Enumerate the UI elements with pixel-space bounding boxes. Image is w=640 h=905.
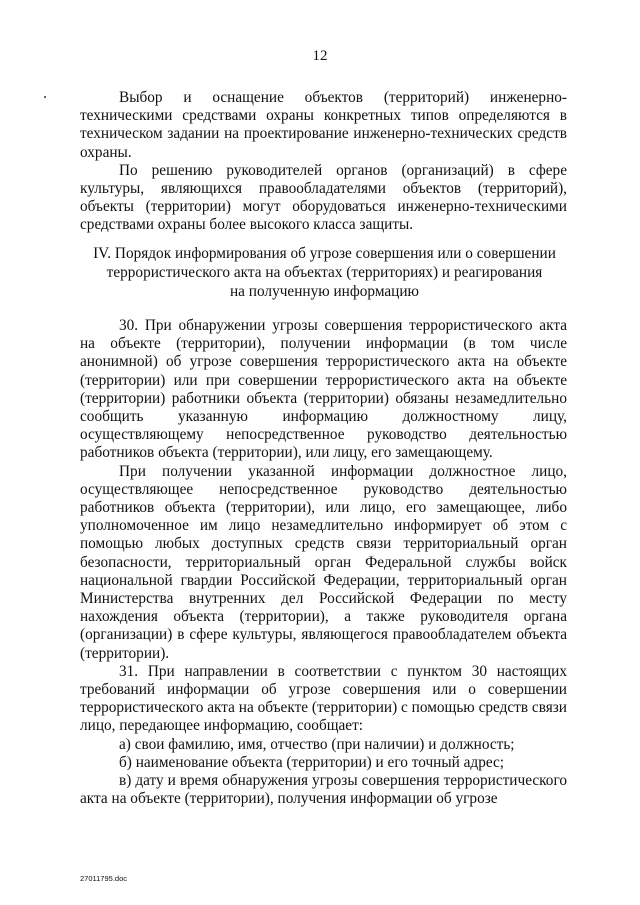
heading-line: на полученную информацию: [230, 283, 419, 300]
margin-mark: [44, 96, 46, 98]
top-text-block: [80, 89, 567, 235]
list-item-a: а) свои фамилию, имя, отчество (при наличии) и должность;: [119, 735, 515, 753]
paragraph: При получении указанной информации должностное лицо, осуществляющее непосредственное руководство деятельностью работников объекта (территории), или лицо, его замещающее, либо уполномоченное им лицо незамедлительно информирует об этом с помощью любых доступных средств связи территориальный орган безопасности, территориальный орган Федеральной службы войск национальной гвардии Российской Федерации, территориальный орган Министерства внутренних дел Российской Федерации по месту нахождения объекта (территории), а также руководителя органа (организации) в сфере культуры, являющегося правообладателем объекта (территории).: [80, 462, 567, 662]
page-number: 12: [312, 48, 328, 64]
paragraph: По решению руководителей органов (организаций) в сфере культуры, являющихся правообладателями объектов (территорий), объекты (территории) могут оборудоваться инженерно-техническими средствами охраны более высокого класса защиты.: [80, 161, 567, 234]
paragraph-31: 31. При направлении в соответствии с пунктом 30 настоящих требований информации об угрозе совершения или о совершении террористического акта на объекте (территории) с помощью средств связи лицо, передающее информацию, сообщает:: [80, 662, 567, 735]
paragraph-30: 30. При обнаружении угрозы совершения террористического акта на объекте (территории), получении информации (в том числе анонимной) об угрозе совершения террористического акта на объекте (территории) или при совершении террористического акта на объекте (территории) работники объекта (территории) обязаны незамедлительно сообщить указанную информацию должностному лицу, осуществляющему непосредственное руководство деятельностью работников объекта (территории), или лицу, его замещающему.: [80, 317, 567, 462]
heading-line: террористического акта на объектах (территориях) и реагирования: [106, 264, 543, 281]
paragraph: Выбор и оснащение объектов (территорий) инженерно-техническими средствами охраны конкретных типов определяются в техническом задании на проектирование инженерно-технических средств охраны.: [80, 89, 567, 161]
list-item-c: в) дату и время обнаружения угрозы совершения террористического акта на объекте (территории), получения информации об угрозе: [80, 772, 567, 808]
list-item-b: б) наименование объекта (территории) и его точный адрес;: [119, 753, 505, 771]
section-heading: [92, 244, 557, 301]
main-text-block: [80, 317, 567, 808]
heading-line: IV. Порядок информирования об угрозе совершения или о совершении: [93, 245, 556, 262]
footer-filename: 27011795.doc: [80, 874, 127, 883]
